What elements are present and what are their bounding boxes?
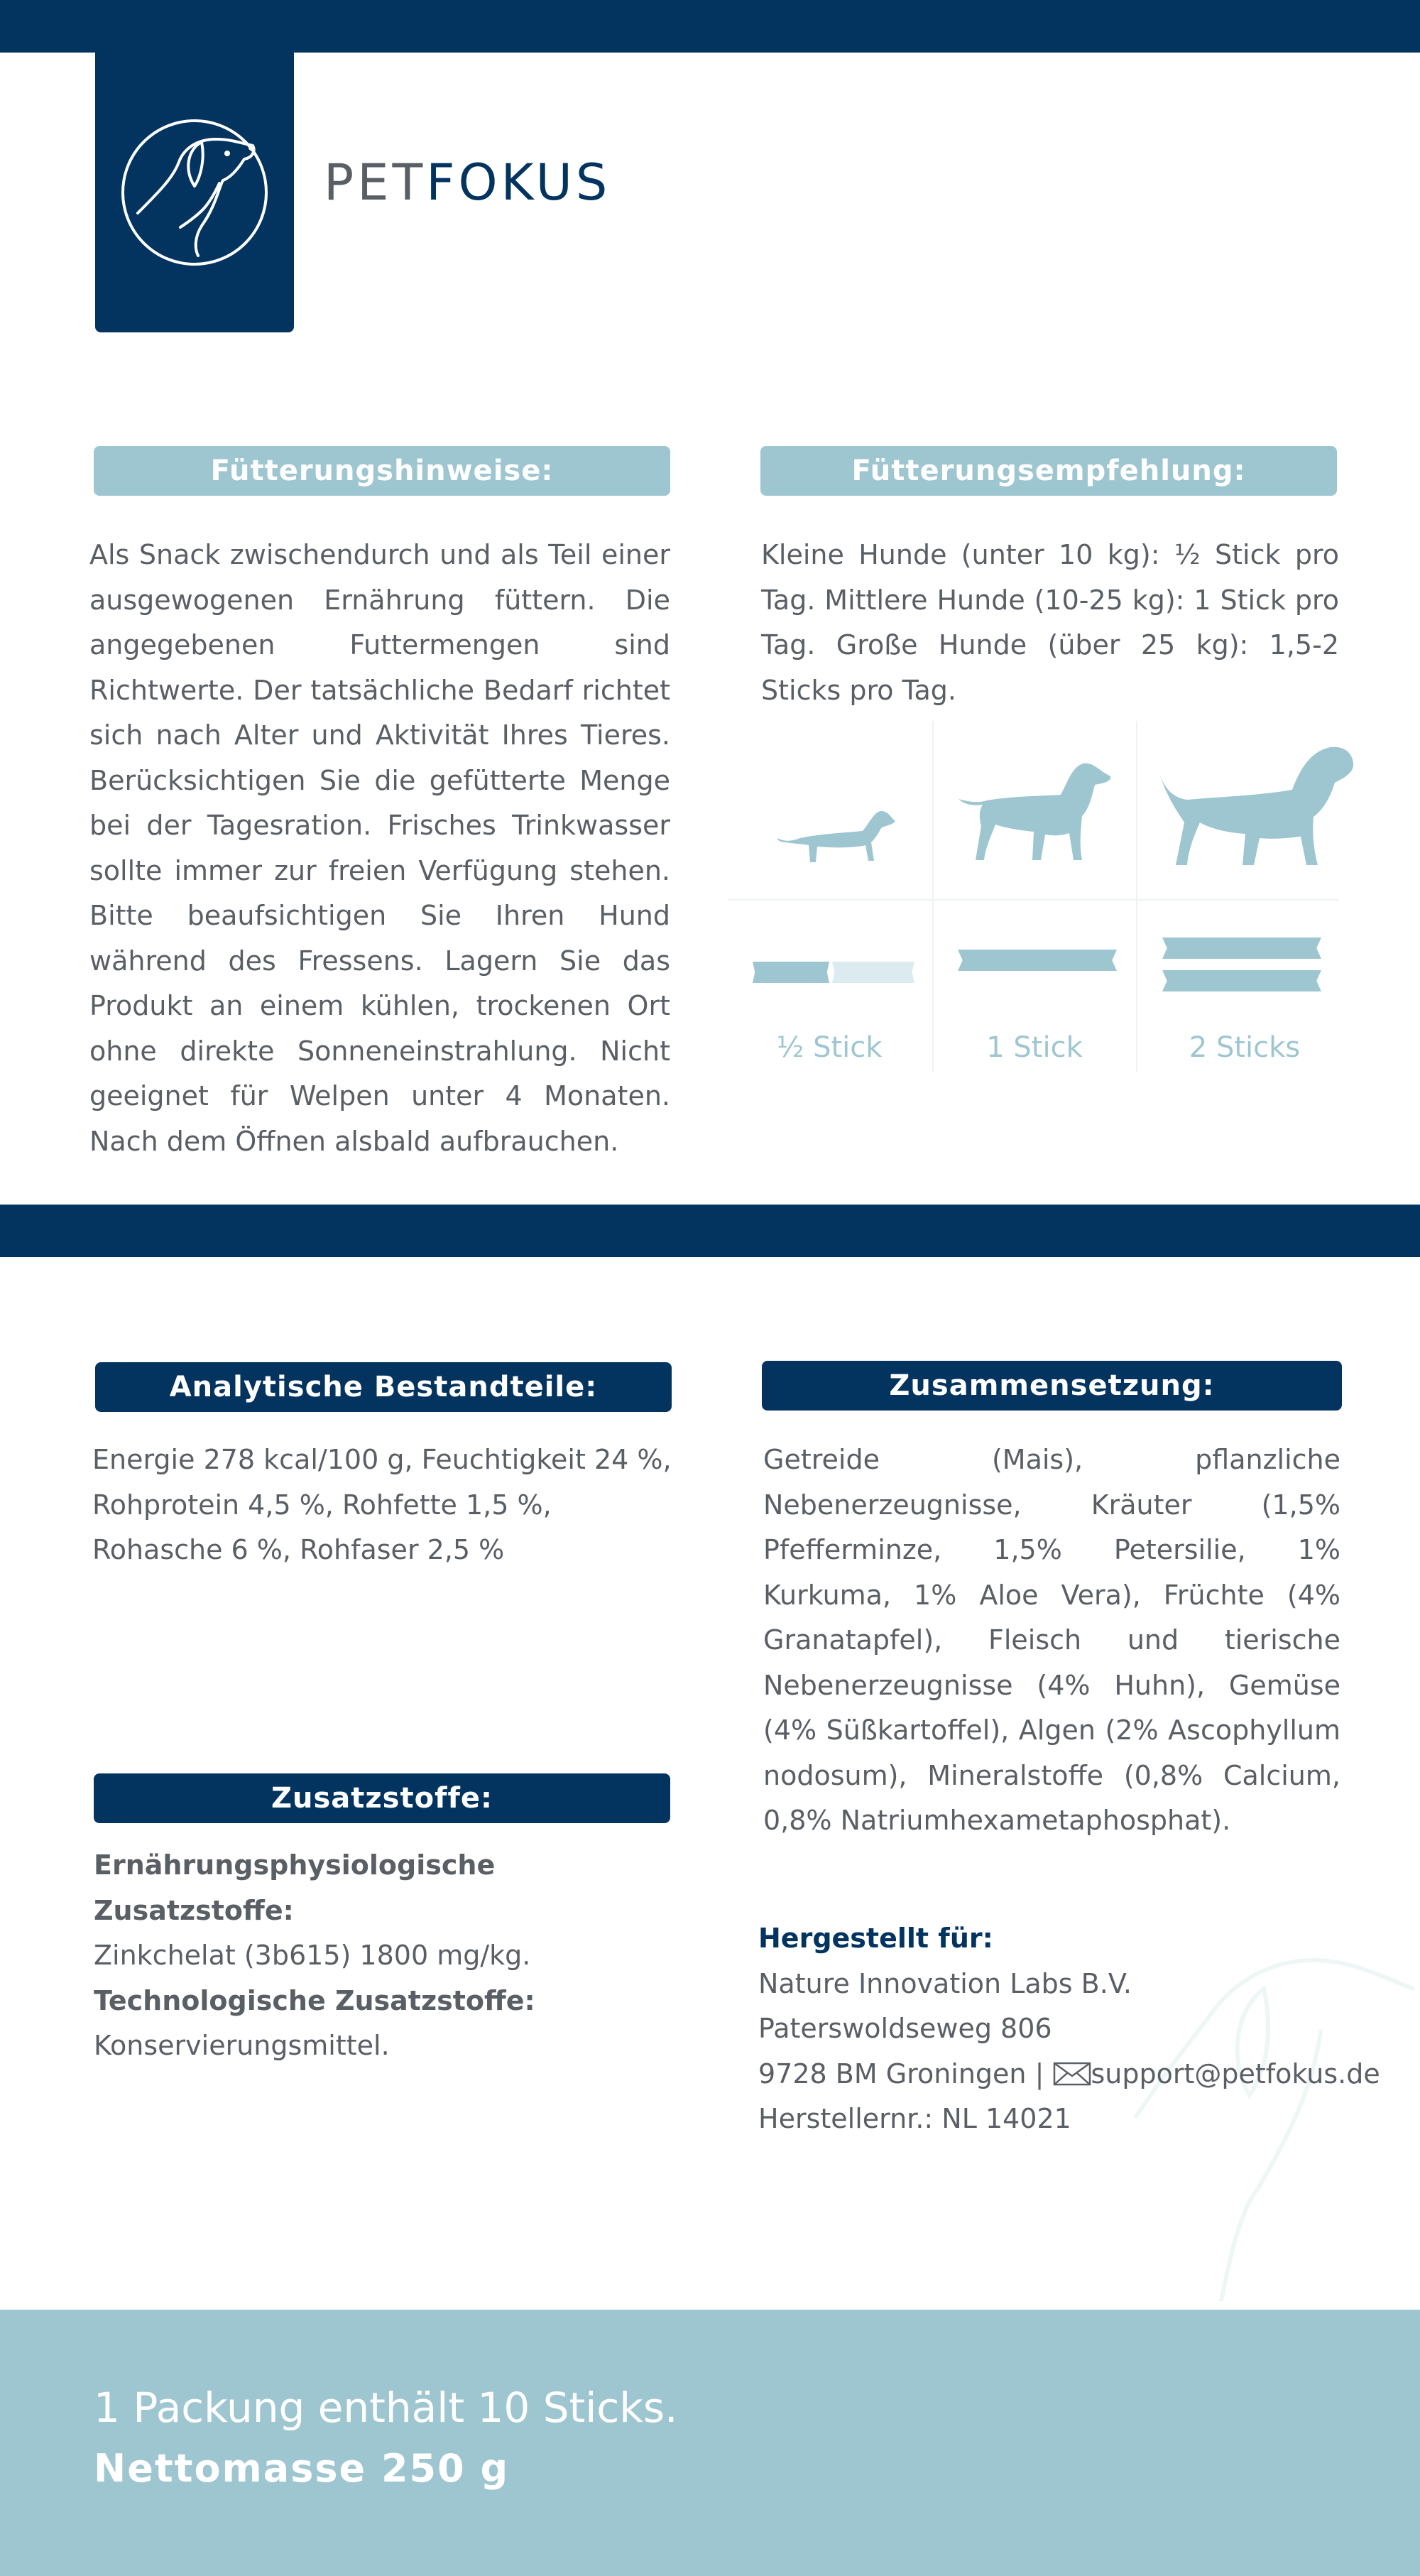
- composition-text: Getreide (Mais), pflanzliche Nebenerzeugnisse, Kräuter (1,5% Pfefferminze, 1,5% Petersilie, 1% Kurkuma, 1% Aloe Vera), Früchte (4% Granatapfel), Fleisch und tierische Nebenerzeugnisse (4% Huhn), Gemüse (4% Süßkartoffel), Algen (2% Ascophyllum nodosum), Mineralstoffe (0,8% Calcium, 0,8% Natriumhexametaphosphat).: [763, 1444, 1340, 1836]
- two-sticks-top: [1162, 938, 1321, 959]
- two-sticks-bottom: [1162, 970, 1321, 991]
- feeding-recommendation-text: Kleine Hunde (unter 10 kg): ½ Stick pro Tag. Mittlere Hunde (10-25 kg): 1 Stick pro Tag. Große Hunde (über 25 kg): 1,5-2 Sticks pro Tag.: [761, 539, 1339, 706]
- brand-name-part1: PET: [324, 153, 427, 212]
- manufacturer-city: 9728 BM Groningen |: [758, 2058, 1044, 2089]
- stick-label: 2 Sticks: [1189, 1031, 1301, 1064]
- section-divider-bar: [0, 1205, 1420, 1257]
- technological-additives-value: Konservierungsmittel.: [94, 2030, 390, 2061]
- grid-divider: [728, 899, 1338, 901]
- brand-name: [324, 153, 611, 212]
- package-contents: 1 Packung enthält 10 Sticks.: [94, 2384, 678, 2432]
- analytical-text: Energie 278 kcal/100 g, Feuchtigkeit 24 %, Rohprotein 4,5 %, Rohfette 1,5 %, Rohasche 6 %, Rohfaser 2,5 %: [92, 1444, 672, 1565]
- feeding-notes-text: Als Snack zwischendurch und als Teil einer ausgewogenen Ernährung füttern. Die angegebenen Futtermengen sind Richtwerte. Der tatsächliche Bedarf richtet sich nach Alter und Aktivität Ihres Tieres. Berücksichtigen Sie die gefütterte Menge bei der Tagesration. Frisches Trinkwasser sollte immer zur freien Verfügung stehen. Bitte beaufsichtigen Sie Ihren Hund während des Fressens. Lagern Sie das Produkt an einem kühlen, trockenen Ort ohne direkte Sonneneinstrahlung. Nicht geeignet für Welpen unter 4 Monaten. Nach dem Öffnen alsbald aufbrauchen.: [89, 539, 670, 1157]
- feeding-notes-header: Fütterungshinweise:: [94, 446, 670, 496]
- small-dog-icon: [770, 801, 898, 872]
- analytical-header: Analytische Bestandteile:: [95, 1362, 672, 1412]
- manufacturer-number: Herstellernr.: NL 14021: [758, 2103, 1071, 2134]
- net-weight: Nettomasse 250 g: [94, 2446, 510, 2491]
- manufacturer-email[interactable]: support@petfokus.de: [1091, 2058, 1380, 2089]
- manufacturer-name: Nature Innovation Labs B.V.: [758, 1967, 1132, 1999]
- nutritional-additives-value: Zinkchelat (3b615) 1800 mg/kg.: [94, 1940, 531, 1971]
- stick-label: 1 Stick: [986, 1031, 1083, 1064]
- additives-block: [94, 1843, 697, 2069]
- technological-additives-label: Technologische Zusatzstoffe:: [94, 1984, 535, 2016]
- grid-divider: [932, 721, 934, 1072]
- dog-head-circle-icon: [95, 0, 294, 332]
- one-stick: [958, 950, 1117, 971]
- medium-dog-icon: [958, 763, 1110, 860]
- additives-header: Zusatzstoffe:: [94, 1773, 670, 1823]
- footer-band: [0, 2310, 1420, 2576]
- brand-name-part2: FOKUS: [426, 153, 611, 212]
- grid-divider: [1136, 721, 1137, 1072]
- manufacturer-title: Hergestellt für:: [758, 1923, 993, 1954]
- nutritional-additives-label: Ernährungsphysiologische Zusatzstoffe:: [94, 1849, 496, 1926]
- manufacturer-street: Paterswoldseweg 806: [758, 2013, 1052, 2044]
- half-stick-empty: [832, 962, 914, 983]
- envelope-icon: [1053, 2062, 1091, 2086]
- stick-label: ½ Stick: [776, 1031, 883, 1064]
- feeding-recommendation-header: Fütterungsempfehlung:: [760, 446, 1337, 496]
- half-stick-filled: [753, 962, 829, 983]
- manufacturer-contact: [758, 2052, 1419, 2097]
- composition-header: Zusammensetzung:: [762, 1361, 1342, 1411]
- logo-block: [95, 0, 294, 332]
- manufacturer-block: [758, 1916, 1419, 2142]
- large-dog-icon: [1159, 747, 1353, 865]
